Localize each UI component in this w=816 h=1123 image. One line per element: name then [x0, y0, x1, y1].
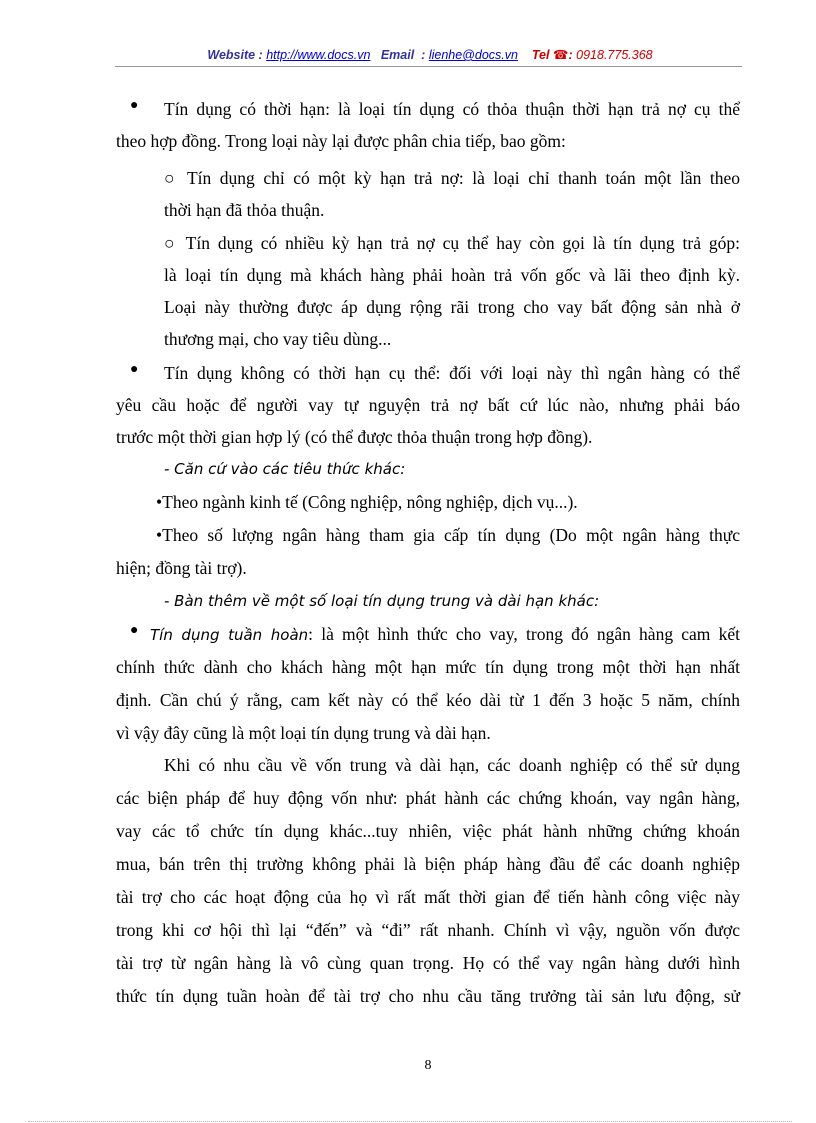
bullet-icon: ● [130, 98, 139, 113]
page-header [120, 47, 740, 67]
section-subheading: - Căn cứ vào các tiêu thức khác: [164, 460, 406, 478]
body-line: ○ Tín dụng có nhiều kỳ hạn trả nợ cụ thể hay còn gọi là tín dụng trả góp: [164, 233, 740, 253]
body-line: trước một thời gian hợp lý (có thể được thỏa thuận trong hợp đồng). [116, 427, 593, 447]
body-line: thức tín dụng tuần hoàn để tài trợ cho nhu cầu tăng trưởng tài sản lưu động, sử [116, 986, 740, 1006]
body-line: thời hạn đã thỏa thuận. [164, 200, 325, 220]
body-line: các biện pháp để huy động vốn như: phát hành các chứng khoán, vay ngân hàng, [116, 788, 740, 808]
bullet-icon: ● [130, 623, 139, 638]
body-line: trong khi cơ hội thì lại “đến” và “đi” rất nhanh. Chính vì vậy, nguồn vốn được [116, 920, 740, 940]
body-line: hiện; đồng tài trợ). [116, 558, 247, 578]
body-line: yêu cầu hoặc để người vay tự nguyện trả nợ bất cứ lúc nào, nhưng phải báo [116, 395, 740, 415]
website-label: Website : [207, 48, 263, 62]
page-number: 8 [424, 1058, 432, 1073]
body-line: ○ Tín dụng chỉ có một kỳ hạn trả nợ: là loại chỉ thanh toán một lần theo [164, 168, 740, 188]
body-line: •Theo ngành kinh tế (Công nghiệp, nông nghiệp, dịch vụ...). [156, 492, 578, 512]
body-line: theo hợp đồng. Trong loại này lại được phân chia tiếp, bao gồm: [116, 131, 566, 151]
body-line: là loại tín dụng mà khách hàng phải hoàn trả vốn gốc và lãi theo định kỳ. [164, 265, 740, 285]
email-link[interactable]: lienhe@docs.vn [428, 48, 518, 62]
body-line: thương mại, cho vay tiêu dùng... [164, 329, 392, 349]
body-line: Tín dụng không có thời hạn cụ thể: đối với loại này thì ngân hàng có thể [164, 363, 740, 383]
body-line: định. Cần chú ý rằng, cam kết này có thể kéo dài từ 1 đến 3 hoặc 5 năm, chính [116, 690, 740, 710]
email-label: Email [380, 48, 415, 62]
body-line: tài trợ từ ngân hàng là vô cùng quan trọng. Họ có thể vay ngân hàng dưới hình [116, 953, 740, 973]
header-divider [115, 66, 742, 67]
section-subheading: - Bàn thêm về một số loại tín dụng trung và dài hạn khác: [164, 592, 600, 610]
email-separator: : [421, 48, 426, 62]
body-line: tài trợ cho các hoạt động của họ vì rất mất thời gian để tiến hành công việc này [116, 887, 740, 907]
tel-label: Tel ☎: [531, 48, 573, 62]
bullet-icon: ● [130, 362, 139, 377]
body-line: Loại này thường được áp dụng rộng rãi trong cho vay bất động sản nhà ở [164, 297, 740, 317]
body-line: vay các tổ chức tín dụng khác...tuy nhiên, việc phát hành những chứng khoán [116, 821, 740, 841]
footer-divider [28, 1121, 792, 1122]
body-line: •Theo số lượng ngân hàng tham gia cấp tín dụng (Do một ngân hàng thực [156, 525, 740, 545]
body-line: mua, bán trên thị trường không phải là biện pháp hàng đầu để các doanh nghiệp [116, 854, 740, 874]
term-highlight: Tín dụng tuần hoàn [150, 626, 309, 644]
term-definition: : là một hình thức cho vay, trong đó ngân hàng cam kết [308, 624, 740, 644]
body-line: vì vậy đây cũng là một loại tín dụng trung và dài hạn. [116, 723, 491, 743]
body-line [150, 623, 740, 645]
body-line: chính thức dành cho khách hàng một hạn mức tín dụng trong một thời hạn nhất [116, 657, 740, 677]
tel-number: 0918.775.368 [576, 48, 653, 62]
website-link[interactable]: http://www.docs.vn [266, 48, 371, 62]
body-line: Tín dụng có thời hạn: là loại tín dụng có thỏa thuận thời hạn trả nợ cụ thể [164, 99, 740, 119]
body-line: Khi có nhu cầu về vốn trung và dài hạn, các doanh nghiệp có thể sử dụng [164, 755, 740, 775]
